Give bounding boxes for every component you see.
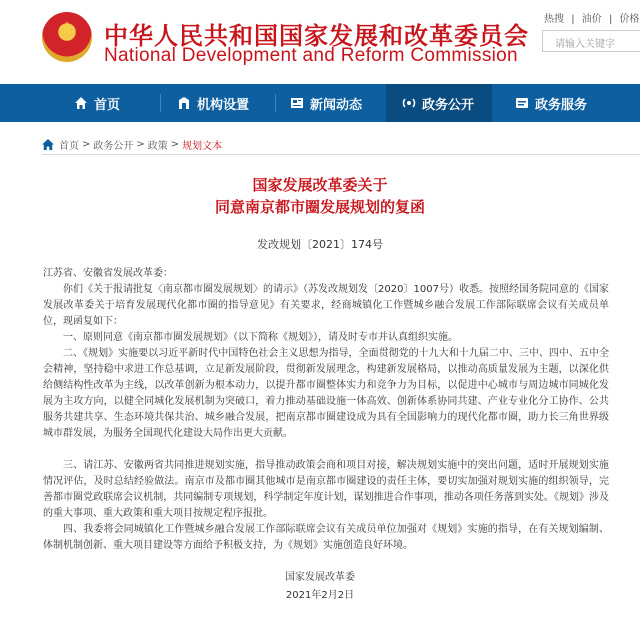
site-title-en: National Development and Reform Commission bbox=[104, 45, 518, 66]
main-nav bbox=[0, 84, 640, 122]
breadcrumb-home[interactable]: 首页 bbox=[59, 141, 79, 152]
top-links bbox=[542, 10, 640, 25]
article-paragraph-5: 四、我委将会同城镇化工作暨城乡融合发展工作部际联席会议有关成员单位加强对《规划》实施的指导，在有关规划编制、体制机制创新、重大项目建设等方面给予积极支持，为《规划》实施创造良好环境。 bbox=[43, 524, 609, 551]
top-link-separator: | bbox=[608, 14, 613, 25]
article-title-line1: 国家发展改革委关于 bbox=[252, 176, 388, 194]
nav-divider bbox=[275, 94, 276, 112]
nav-label: 政务服务 bbox=[535, 97, 588, 113]
nav-label: 新闻动态 bbox=[310, 97, 363, 113]
nav-item-government-affairs[interactable] bbox=[386, 84, 492, 122]
nav-divider bbox=[160, 94, 161, 112]
news-icon bbox=[290, 96, 304, 110]
divider bbox=[42, 154, 640, 155]
article-title-line2: 同意南京都市圈发展规划的复函 bbox=[214, 198, 425, 216]
site-header bbox=[0, 0, 640, 84]
top-link-hot-search[interactable]: 热搜 bbox=[544, 14, 564, 25]
nav-item-organization[interactable] bbox=[177, 84, 249, 122]
national-emblem-icon[interactable]: ★ bbox=[42, 12, 92, 62]
nav-item-services[interactable] bbox=[515, 84, 587, 122]
article-paragraph-2: 一、原则同意《南京都市圈发展规划》（以下简称《规划》），请及时专市并认真组织实施。 bbox=[63, 332, 458, 343]
site-title-cn[interactable]: 中华人民共和国国家发展和改革委员会 bbox=[104, 22, 529, 50]
breadcrumb-government-affairs[interactable]: 政务公开 bbox=[93, 141, 134, 152]
top-link-separator: | bbox=[571, 14, 575, 25]
home-icon[interactable] bbox=[42, 139, 54, 150]
breadcrumb-separator: > bbox=[82, 139, 91, 150]
breadcrumb-policy[interactable]: 政策 bbox=[147, 141, 168, 152]
breadcrumb-planning-text[interactable]: 规划文本 bbox=[182, 141, 223, 152]
nav-item-news[interactable] bbox=[290, 84, 362, 122]
salutation: 江苏省、安徽省发展改革委： bbox=[43, 268, 173, 279]
top-link-price[interactable]: 价格 bbox=[619, 14, 640, 25]
signer: 国家发展改革委 bbox=[285, 572, 355, 583]
breadcrumb-separator: > bbox=[136, 139, 145, 150]
article-paragraph-3: 二、《规划》实施要以习近平新时代中国特色社会主义思想为指导，全面贯彻党的十九大和十九届二中、三中、四中、五中全会精神，坚持稳中求进工作总基调，立足新发展阶段，贯彻新发展理念，构建新发展格局，以推动高质量发展为主题，以深化供给侧结构性改革为主线，以改革创新为根本动力，以提升都市圈整体实力和竞争力为目标，以促进中心城市与周边城市同城化发展为主攻方向，以健全同城化发展机制为突破口，着力推动基础设施一体高效、创新体系协同共建、产业专业化分工协作、公共服务共建共享、生态环境共保共治、城乡融合发展，把南京都市圈建设成为具有全国影响力的现代化都市圈，助力长三角世界级城市群发展，为服务全国现代化建设大局作出更大贡献。 bbox=[43, 348, 609, 439]
home-icon bbox=[74, 96, 88, 110]
building-icon bbox=[177, 96, 191, 110]
nav-label: 政务公开 bbox=[422, 97, 475, 113]
breadcrumb bbox=[42, 137, 222, 152]
service-icon bbox=[515, 96, 529, 110]
date: 2021年2月2日 bbox=[285, 590, 355, 601]
document-number: 发改规划〔2021〕174号 bbox=[257, 238, 383, 251]
breadcrumb-separator: > bbox=[170, 139, 180, 150]
nav-label: 机构设置 bbox=[197, 97, 250, 113]
top-link-oil-price[interactable]: 油价 bbox=[581, 14, 602, 25]
nav-label: 首页 bbox=[94, 97, 121, 113]
broadcast-icon bbox=[402, 96, 416, 110]
nav-item-home[interactable] bbox=[74, 84, 120, 122]
search-input[interactable]: 请输入关键字 bbox=[542, 30, 640, 52]
article-paragraph-1: 你们《关于报请批复〈南京都市圈发展规划〉的请示》（苏发改规划发〔2020〕1007号）收悉。按照经国务院同意的《国家发展改革委关于培育发展现代化都市圈的指导意见》有关要求，经商城镇化工作暨城乡融合发展工作部际联席会议有关成员单位，现函复如下： bbox=[43, 284, 609, 327]
article-paragraph-4: 三、请江苏、安徽两省共同推进规划实施，指导推动政策会商和项目对接，解决规划实施中的突出问题，适时开展规划实施情况评估，及时总结经验做法。南京市及都市圈其他城市是南京都市圈建设的责任主体，要切实加强对规划实施的组织领导，完善都市圈党政联席会议机制，共同编制专项规划，科学制定年度计划，谋划推进合作事项，推动各项任务落到实处。《规划》涉及的重大事项、重大政策和重大项目按规定程序报批。 bbox=[43, 460, 609, 519]
